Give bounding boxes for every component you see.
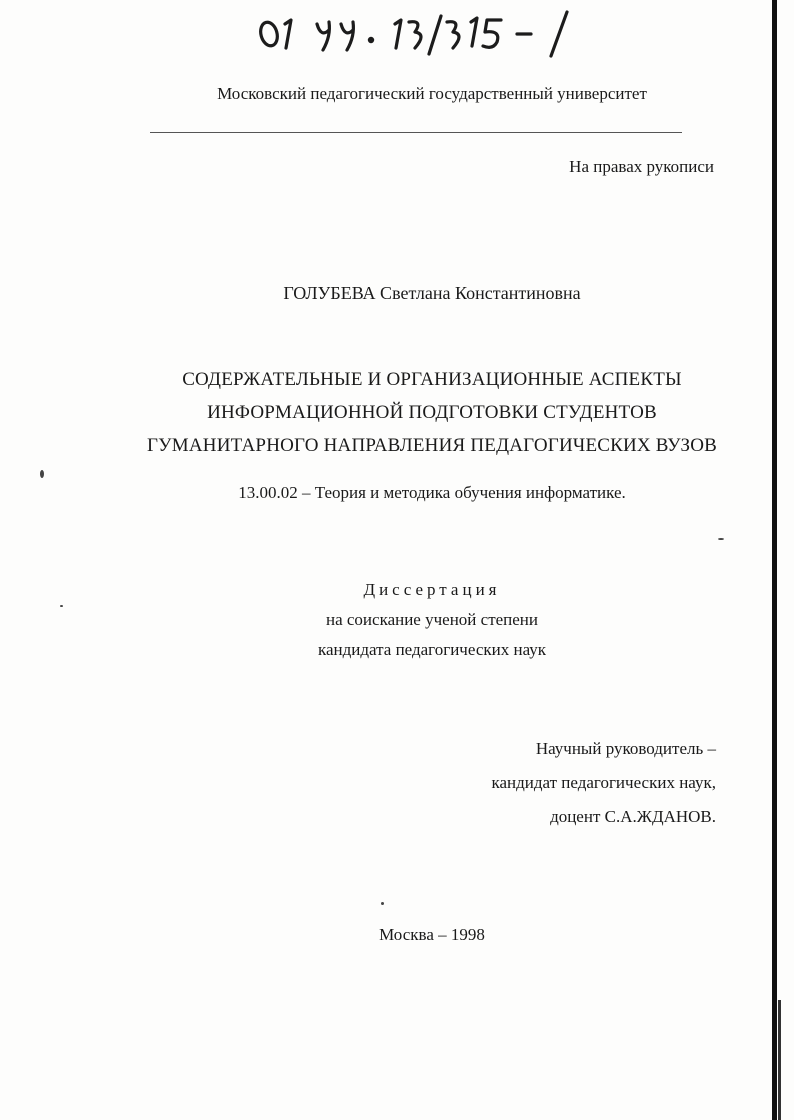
scan-speck	[718, 538, 724, 540]
place-and-year: Москва – 1998	[379, 925, 485, 944]
title-line-1: СОДЕРЖАТЕЛЬНЫЕ И ОРГАНИЗАЦИОННЫЕ АСПЕКТЫ	[182, 369, 682, 390]
scan-edge-shadow-lower	[778, 1000, 781, 1120]
supervisor-line-1: Научный руководитель –	[535, 739, 716, 758]
scan-speck	[381, 902, 384, 905]
scan-speck	[40, 470, 44, 478]
degree-line-2: кандидата педагогических наук	[317, 640, 547, 659]
supervisor-line-2: кандидат педагогических наук,	[491, 773, 716, 792]
supervisor-line-3: доцент С.А.ЖДАНОВ.	[550, 807, 716, 826]
manuscript-note: На правах рукописи	[569, 157, 714, 176]
scan-speck	[60, 605, 63, 607]
dissertation-title	[0, 363, 794, 462]
work-type: Диссертация	[363, 580, 501, 599]
author-name: ГОЛУБЕВА Светлана Константиновна	[283, 283, 581, 303]
title-line-2: ИНФОРМАЦИОННОЙ ПОДГОТОВКИ СТУДЕНТОВ	[207, 402, 657, 423]
title-line-3: ГУМАНИТАРНОГО НАПРАВЛЕНИЯ ПЕДАГОГИЧЕСКИХ ВУЗОВ	[146, 435, 718, 456]
specialty-code: 13.00.02 – Теория и методика обучения информатике.	[238, 483, 626, 502]
scan-edge-shadow	[772, 0, 777, 1120]
supervisor-block	[491, 732, 716, 834]
degree-line-1: на соискание ученой степени	[325, 610, 539, 629]
header-divider	[150, 132, 682, 133]
handwritten-archive-code	[255, 8, 615, 60]
handwritten-code-drawing	[255, 8, 615, 60]
university-name: Московский педагогический государственный университет	[217, 84, 647, 103]
degree-block	[0, 575, 794, 665]
